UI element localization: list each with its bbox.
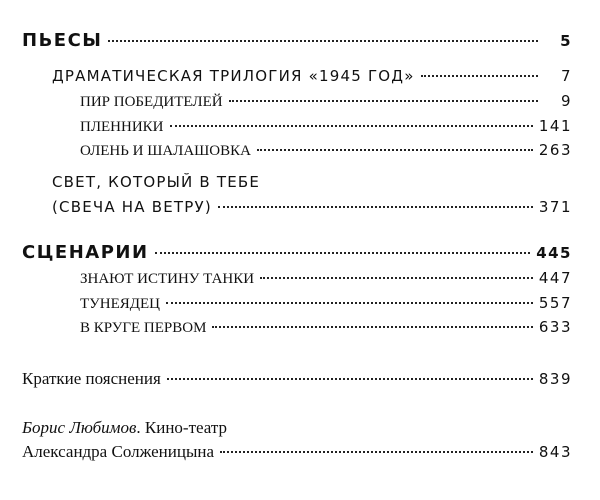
- toc-title: Краткие пояснения: [22, 369, 161, 388]
- toc-title: ПЛЕННИКИ: [80, 119, 164, 135]
- dot-leader: [260, 277, 533, 279]
- toc-entry-idler: [80, 294, 572, 313]
- dot-leader: [170, 125, 533, 127]
- toc-page-number: 141: [538, 117, 572, 135]
- toc-title: ТУНЕЯДЕЦ: [80, 296, 161, 312]
- toc-entry-prisoners: [80, 117, 572, 136]
- toc-page-number: 557: [538, 294, 572, 312]
- toc-entry-essay-line1: [22, 418, 227, 438]
- dot-leader: [257, 149, 533, 151]
- toc-page-number: 447: [538, 269, 572, 287]
- toc-page-number: 843: [538, 443, 572, 461]
- toc-page-number: 9: [560, 92, 572, 110]
- essay-title-part: . Кино-театр: [136, 418, 228, 437]
- toc-title: СВЕТ, КОТОРЫЙ В ТЕБЕ: [52, 173, 261, 191]
- toc-page-number: 445: [536, 244, 572, 262]
- toc-page-number: 5: [560, 32, 572, 50]
- toc-entry-plays: [22, 30, 572, 51]
- dot-leader: [155, 252, 531, 254]
- toc-entry-deer: [80, 141, 572, 160]
- toc-page-number: 263: [538, 141, 572, 159]
- toc-page-number: 839: [538, 370, 572, 388]
- toc-entry-essay: [22, 442, 572, 462]
- toc-entry-tanks: [80, 269, 572, 288]
- essay-author: Борис Любимов: [22, 418, 137, 437]
- toc-title: (СВЕЧА НА ВЕТРУ): [52, 198, 212, 216]
- toc-title: В КРУГЕ ПЕРВОМ: [80, 320, 207, 336]
- toc-entry-notes: [22, 369, 572, 389]
- toc-title: ПИР ПОБЕДИТЕЛЕЙ: [80, 94, 223, 110]
- toc-title: ДРАМАТИЧЕСКАЯ ТРИЛОГИЯ «1945 ГОД»: [52, 67, 415, 85]
- toc-title: ПЬЕСЫ: [22, 30, 103, 51]
- dot-leader: [167, 378, 533, 380]
- toc-entry-scripts: [22, 242, 572, 263]
- toc-entry-feast: [80, 92, 572, 111]
- toc-title: ОЛЕНЬ И ШАЛАШОВКА: [80, 143, 251, 159]
- toc-entry-trilogy: [52, 67, 572, 85]
- dot-leader: [166, 302, 533, 304]
- toc-page-number: 371: [538, 198, 572, 216]
- dot-leader: [108, 40, 538, 42]
- dot-leader: [220, 451, 533, 453]
- dot-leader: [421, 75, 538, 77]
- toc-page-number: 633: [538, 318, 572, 336]
- dot-leader: [218, 206, 533, 208]
- toc-entry-circle: [80, 318, 572, 337]
- dot-leader: [229, 100, 538, 102]
- toc-entry-light: [52, 198, 572, 216]
- toc-title: ЗНАЮТ ИСТИНУ ТАНКИ: [80, 271, 255, 287]
- toc-title: СЦЕНАРИИ: [22, 242, 149, 263]
- dot-leader: [212, 326, 532, 328]
- toc-entry-light-line1: [52, 173, 260, 191]
- toc-title: Александра Солженицына: [22, 442, 215, 461]
- toc-page-number: 7: [560, 67, 572, 85]
